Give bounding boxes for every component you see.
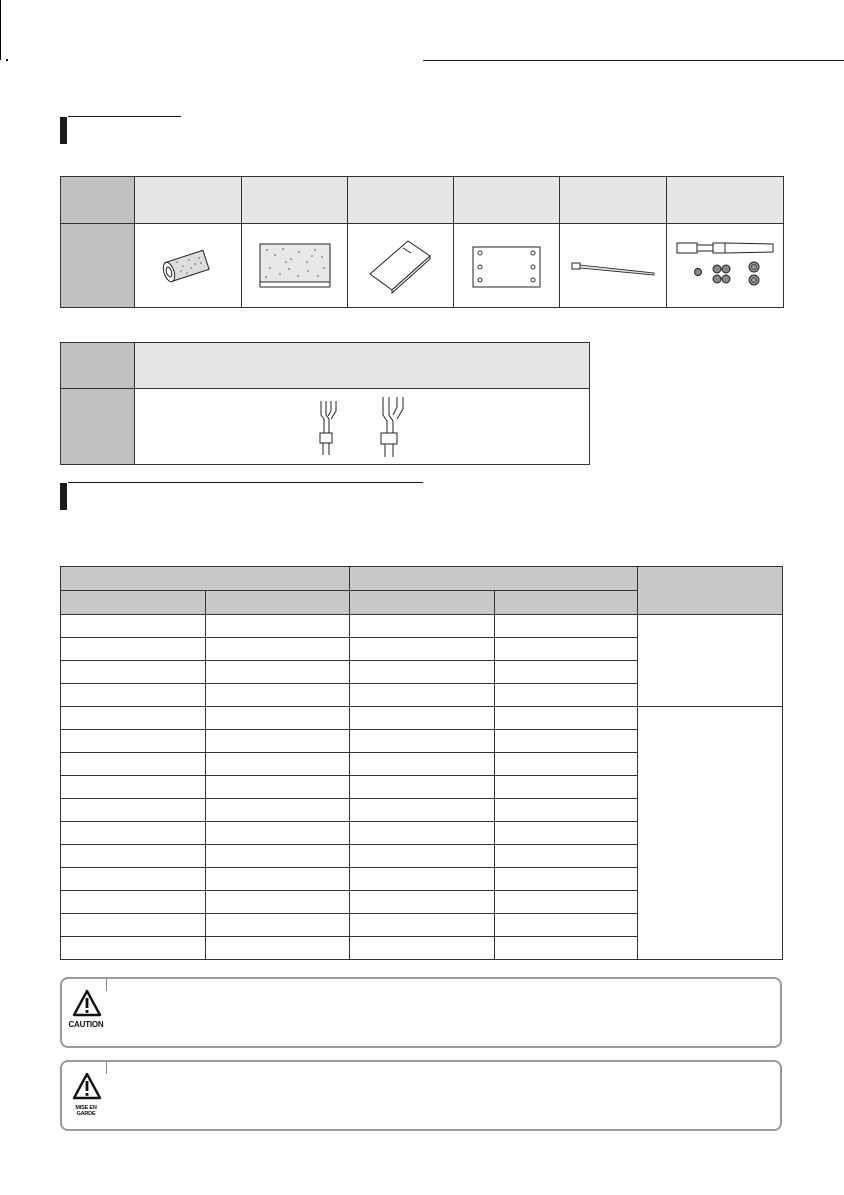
spec-merged-cell — [638, 707, 783, 960]
accessory-name-cell — [241, 176, 348, 224]
callout-tick — [106, 1062, 107, 1074]
section-1-rule — [68, 116, 181, 117]
spec-group-header — [638, 567, 783, 615]
accessory-image-cell — [559, 223, 667, 308]
accessories-row-header-bottom — [60, 223, 135, 308]
accessory-image-cell — [666, 223, 784, 308]
insulation-tube-icon — [135, 224, 241, 307]
spec-column-header — [350, 591, 495, 615]
spec-column-header — [495, 591, 638, 615]
warning-triangle-icon — [72, 1072, 102, 1100]
optional-row-header-bottom — [60, 388, 135, 465]
specification-table — [60, 566, 783, 960]
caution-callout — [60, 977, 782, 1048]
accessories-table — [60, 176, 784, 308]
accessory-image-cell — [347, 223, 454, 308]
optional-name-cell — [134, 342, 590, 389]
sponge-pad-icon — [242, 224, 347, 307]
optional-image-cell — [134, 388, 590, 465]
header-tick — [6, 59, 8, 61]
accessory-image-cell — [453, 223, 560, 308]
header-rule — [423, 60, 844, 61]
accessory-name-cell — [559, 176, 667, 224]
accessories-row-header-top — [60, 176, 135, 224]
spec-group-header — [61, 567, 350, 591]
optional-accessory-table — [60, 342, 590, 465]
header-left-mark — [0, 0, 1, 60]
mise-en-garde-label: MISE EN GARDE — [75, 1105, 97, 1117]
branch-pipe-icon — [135, 389, 589, 464]
section-2-marker — [60, 483, 67, 510]
section-2-rule — [68, 482, 423, 483]
spec-column-header — [206, 591, 350, 615]
accessory-image-cell — [134, 223, 242, 308]
spec-group-header — [350, 567, 638, 591]
accessory-name-cell — [453, 176, 560, 224]
accessory-name-cell — [666, 176, 784, 224]
accessory-name-cell — [134, 176, 242, 224]
spec-merged-cell — [638, 615, 783, 707]
manual-booklet-icon — [348, 224, 453, 307]
optional-row-header-top — [60, 342, 135, 389]
accessory-name-cell — [347, 176, 454, 224]
table-row — [61, 707, 783, 730]
table-row — [61, 615, 783, 638]
spec-column-header — [61, 591, 206, 615]
warning-triangle-icon — [72, 989, 102, 1017]
cable-tie-icon — [560, 224, 666, 307]
accessory-image-cell — [241, 223, 348, 308]
callout-tick — [106, 979, 107, 991]
mise-en-garde-callout — [60, 1060, 782, 1131]
mounting-plate-icon — [454, 224, 559, 307]
caution-label: CAUTION — [68, 1020, 104, 1029]
screws-anchors-icon — [667, 224, 783, 307]
section-1-marker — [60, 117, 67, 144]
